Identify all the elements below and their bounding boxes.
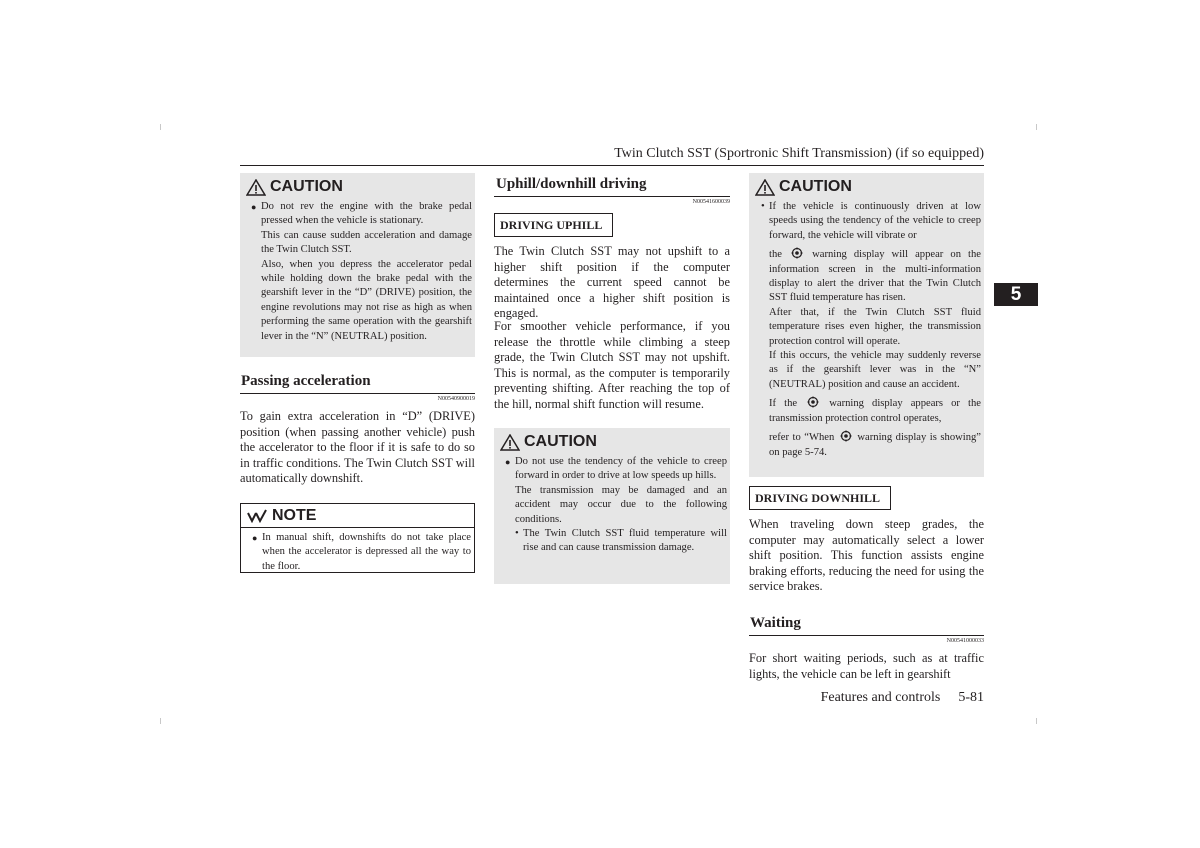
waiting-paragraph: For short waiting periods, such as at traffic lights, the vehicle can be left in gearshift — [749, 651, 984, 681]
section-heading-uphill-downhill: Uphill/downhill driving — [496, 176, 647, 192]
header-rule — [240, 165, 984, 166]
note-box — [240, 503, 475, 573]
caution-text: Also, when you depress the accelerator pedal while holding down the brake pedal with the gearshift lever in the “D” (DRIVE) position, the engine revolutions may not rise as high as when performing the same operation with the gearshift lever in the “N” (NEUTRAL) position. — [261, 258, 472, 342]
transmission-warning-icon — [791, 247, 803, 259]
caution-text: The Twin Clutch SST fluid temperature will rise and can cause transmission damage. — [523, 528, 727, 554]
sub-bullet-icon: • — [515, 528, 519, 540]
caution-text: After that, if the Twin Clutch SST fluid temperature rises even higher, the transmission protection control will operate. — [769, 306, 981, 347]
section-rule — [240, 393, 475, 394]
section-heading-waiting: Waiting — [750, 615, 801, 631]
bullet-icon: ● — [251, 202, 257, 212]
caution-text: Do not use the tendency of the vehicle to creep forward in order to drive at low speeds up hills. — [515, 456, 727, 482]
section-heading-passing: Passing acceleration — [241, 373, 371, 389]
caution-text: warning display appears or the transmission protection control operates, — [769, 398, 981, 424]
caution-title: CAUTION — [270, 178, 343, 195]
caution-sub-item — [761, 200, 981, 243]
transmission-warning-icon — [840, 430, 852, 442]
caution-text: Do not rev the engine with the brake pedal pressed when the vehicle is stationary. — [261, 201, 472, 227]
crop-mark — [1036, 124, 1037, 130]
warning-triangle-icon — [246, 179, 266, 196]
caution-header — [749, 173, 984, 198]
caution-sub-item — [505, 527, 727, 556]
warning-triangle-icon — [755, 179, 775, 196]
crop-mark — [160, 124, 161, 130]
section-code: N00541600039 — [692, 199, 730, 205]
caution-paragraph — [769, 396, 981, 426]
crop-mark — [1036, 718, 1037, 724]
caution-text: If the vehicle is continuously driven at low speeds using the tendency of the vehicle to creep forward, the vehicle will vibrate or — [769, 201, 981, 241]
warning-triangle-icon — [500, 434, 520, 451]
caution-paragraph — [769, 247, 981, 306]
uphill-paragraph-2: For smoother vehicle performance, if you release the throttle while climbing a steep grade, the Twin Clutch SST may not upshift. This is normal, as the computer is temporarily preventing shifting. After reaching the top of the hill, normal shift function will resume. — [494, 319, 730, 411]
caution-title: CAUTION — [524, 433, 597, 450]
caution-box — [240, 173, 475, 357]
page-footer — [700, 690, 984, 706]
note-check-icon — [246, 509, 268, 523]
transmission-warning-icon — [807, 396, 819, 408]
caution-text: The transmission may be damaged and an accident may occur due to the following conditions. — [515, 484, 727, 525]
section-code: N00540900019 — [437, 396, 475, 402]
passing-paragraph: To gain extra acceleration in “D” (DRIVE) position (when passing another vehicle) push the accelerator to the floor if it is safe to do so in traffic conditions. The Twin Clutch SST will automatically downshift. — [240, 409, 475, 486]
bullet-icon: ● — [252, 533, 258, 543]
section-rule — [494, 196, 730, 197]
chapter-tab: 5 — [994, 283, 1038, 306]
running-header: Twin Clutch SST (Sportronic Shift Transmission) (if so equipped) — [614, 146, 984, 161]
crop-mark — [160, 718, 161, 724]
caution-box — [494, 428, 730, 584]
caution-paragraph — [769, 430, 981, 460]
caution-text: warning display is showing” on page 5-74. — [769, 432, 982, 458]
caution-text: warning display will appear on the information screen in the multi-information display to alert the driver that the Twin Clutch SST fluid temperature has risen. — [769, 249, 981, 304]
caution-text: the — [769, 249, 782, 261]
note-text: In manual shift, downshifts do not take place when the accelerator is depressed all the way to the floor. — [262, 532, 471, 572]
caution-text: refer to “When — [769, 432, 835, 444]
caution-title: CAUTION — [779, 178, 852, 195]
caution-body — [240, 198, 475, 344]
section-rule — [749, 635, 984, 636]
section-code: N00541000033 — [946, 638, 984, 644]
note-header — [241, 504, 474, 528]
bullet-icon: ● — [505, 457, 511, 467]
caution-text: If this occurs, the vehicle may suddenly reverse as if the gearshift lever was in the “N” (NEUTRAL) position and cause an accident. — [769, 350, 981, 390]
caution-box — [749, 173, 984, 477]
driving-uphill-label: DRIVING UPHILL — [494, 213, 613, 237]
sub-bullet-icon: • — [761, 201, 765, 212]
caution-text: If the — [769, 398, 798, 410]
driving-downhill-label: DRIVING DOWNHILL — [749, 486, 891, 510]
caution-header — [240, 173, 475, 198]
downhill-paragraph: When traveling down steep grades, the computer may automatically select a lower shift position. This function assists engine braking efforts, reducing the need for using the service brakes. — [749, 517, 984, 594]
note-body — [241, 528, 474, 574]
caution-body — [494, 453, 730, 556]
caution-body — [749, 198, 984, 460]
page-number: 5-81 — [958, 690, 984, 705]
note-title: NOTE — [272, 507, 317, 524]
caution-header — [494, 428, 730, 453]
caution-text: This can cause sudden acceleration and damage the Twin Clutch SST. — [261, 229, 472, 256]
uphill-paragraph-1: The Twin Clutch SST may not upshift to a higher shift position if the computer determines the current speed cannot be maintained once a higher shift position is engaged. — [494, 244, 730, 321]
footer-section: Features and controls — [820, 690, 941, 705]
